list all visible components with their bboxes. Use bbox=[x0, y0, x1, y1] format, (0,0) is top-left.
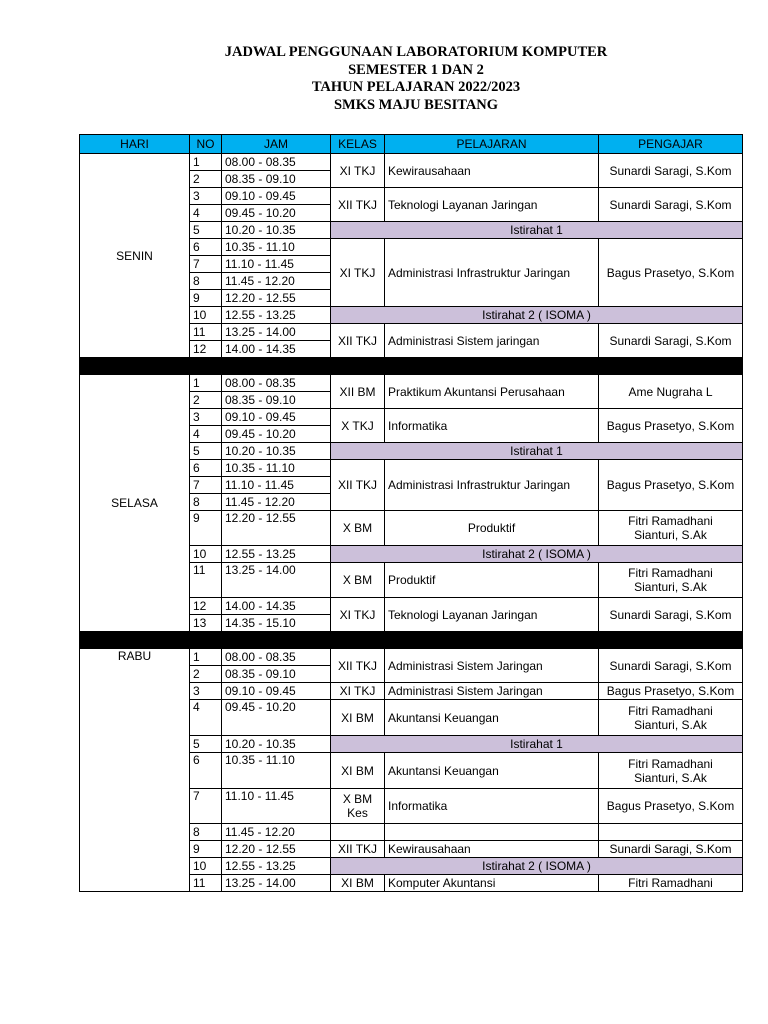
class-cell: X BM bbox=[331, 511, 385, 546]
slot-time: 09.10 - 09.45 bbox=[222, 188, 331, 205]
break-cell: Istirahat 1 bbox=[331, 222, 743, 239]
subject-cell: Akuntansi Keuangan bbox=[385, 753, 599, 789]
teacher-cell: Bagus Prasetyo, S.Kom bbox=[599, 789, 743, 824]
slot-time: 13.25 - 14.00 bbox=[222, 563, 331, 598]
class-cell bbox=[331, 789, 385, 824]
slot-no: 8 bbox=[190, 824, 222, 841]
slot-time: 12.55 - 13.25 bbox=[222, 546, 331, 563]
day-cell-senin: SENIN bbox=[80, 154, 190, 358]
class-cell: XII TKJ bbox=[331, 649, 385, 683]
teacher-cell: Sunardi Saragi, S.Kom bbox=[599, 649, 743, 683]
teacher-name-line-1: Fitri Ramadhani bbox=[628, 566, 713, 580]
slot-time: 12.55 - 13.25 bbox=[222, 307, 331, 324]
separator-bar bbox=[80, 358, 743, 375]
break-cell: Istirahat 2 ( ISOMA ) bbox=[331, 546, 743, 563]
teacher-cell bbox=[599, 563, 743, 598]
subject-cell: Komputer Akuntansi bbox=[385, 875, 599, 892]
slot-no: 4 bbox=[190, 426, 222, 443]
teacher-name-line-2: Sianturi, S.Ak bbox=[634, 770, 707, 785]
class-line-2: Kes bbox=[347, 806, 368, 820]
class-cell: XI TKJ bbox=[331, 598, 385, 632]
slot-time: 13.25 - 14.00 bbox=[222, 324, 331, 341]
break-cell: Istirahat 2 ( ISOMA ) bbox=[331, 858, 743, 875]
class-cell: XII TKJ bbox=[331, 324, 385, 358]
slot-time: 08.35 - 09.10 bbox=[222, 392, 331, 409]
slot-no: 7 bbox=[190, 256, 222, 273]
teacher-cell: Sunardi Saragi, S.Kom bbox=[599, 324, 743, 358]
teacher-cell: Bagus Prasetyo, S.Kom bbox=[599, 460, 743, 511]
day-cell-rabu: RABU bbox=[80, 649, 190, 892]
slot-time: 08.00 - 08.35 bbox=[222, 649, 331, 666]
slot-time: 12.20 - 12.55 bbox=[222, 841, 331, 858]
teacher-cell: Sunardi Saragi, S.Kom bbox=[599, 188, 743, 222]
class-cell: XII TKJ bbox=[331, 188, 385, 222]
teacher-cell bbox=[599, 824, 743, 841]
class-cell: XI BM bbox=[331, 875, 385, 892]
slot-time: 09.45 - 10.20 bbox=[222, 205, 331, 222]
subject-cell: Informatika bbox=[385, 409, 599, 443]
slot-time: 12.20 - 12.55 bbox=[222, 511, 331, 546]
col-header-hari: HARI bbox=[80, 135, 190, 154]
slot-time: 11.45 - 12.20 bbox=[222, 273, 331, 290]
slot-no: 11 bbox=[190, 324, 222, 341]
subject-cell: Kewirausahaan bbox=[385, 841, 599, 858]
table-row bbox=[80, 154, 743, 171]
title-line-4: SMKS MAJU BESITANG bbox=[333, 96, 499, 113]
slot-time: 14.00 - 14.35 bbox=[222, 341, 331, 358]
class-cell: XII BM bbox=[331, 375, 385, 409]
teacher-cell: Bagus Prasetyo, S.Kom bbox=[599, 409, 743, 443]
day-separator bbox=[80, 358, 743, 375]
subject-cell: Teknologi Layanan Jaringan bbox=[385, 188, 599, 222]
slot-no: 5 bbox=[190, 222, 222, 239]
teacher-cell: Sunardi Saragi, S.Kom bbox=[599, 154, 743, 188]
break-cell: Istirahat 2 ( ISOMA ) bbox=[331, 307, 743, 324]
day-cell-selasa: SELASA bbox=[80, 375, 190, 632]
slot-no: 4 bbox=[190, 700, 222, 736]
subject-cell: Produktif bbox=[385, 563, 599, 598]
slot-time: 08.00 - 08.35 bbox=[222, 154, 331, 171]
subject-cell: Kewirausahaan bbox=[385, 154, 599, 188]
class-cell: XI BM bbox=[331, 753, 385, 789]
slot-no: 1 bbox=[190, 154, 222, 171]
slot-time: 11.10 - 11.45 bbox=[222, 256, 331, 273]
teacher-name-line-2: Sianturi, S.Ak bbox=[634, 528, 707, 542]
slot-time: 11.45 - 12.20 bbox=[222, 824, 331, 841]
break-cell: Istirahat 1 bbox=[331, 736, 743, 753]
subject-cell: Produktif bbox=[385, 511, 599, 546]
subject-cell: Administrasi Sistem Jaringan bbox=[385, 683, 599, 700]
slot-time: 10.35 - 11.10 bbox=[222, 753, 331, 789]
day-separator bbox=[80, 632, 743, 649]
teacher-cell: Sunardi Saragi, S.Kom bbox=[599, 841, 743, 858]
break-cell: Istirahat 1 bbox=[331, 443, 743, 460]
slot-no: 2 bbox=[190, 171, 222, 188]
teacher-cell: Bagus Prasetyo, S.Kom bbox=[599, 239, 743, 307]
teacher-cell bbox=[599, 700, 743, 736]
slot-no: 2 bbox=[190, 666, 222, 683]
slot-no: 11 bbox=[190, 563, 222, 598]
slot-time: 10.35 - 11.10 bbox=[222, 460, 331, 477]
col-header-no: NO bbox=[190, 135, 222, 154]
slot-time: 13.25 - 14.00 bbox=[222, 875, 331, 892]
slot-no: 6 bbox=[190, 753, 222, 789]
slot-no: 3 bbox=[190, 683, 222, 700]
slot-time: 10.35 - 11.10 bbox=[222, 239, 331, 256]
slot-time: 12.20 - 12.55 bbox=[222, 290, 331, 307]
slot-time: 09.10 - 09.45 bbox=[222, 683, 331, 700]
col-header-pengajar: PENGAJAR bbox=[599, 135, 743, 154]
class-cell: XII TKJ bbox=[331, 460, 385, 511]
slot-no: 9 bbox=[190, 290, 222, 307]
slot-time: 10.20 - 10.35 bbox=[222, 222, 331, 239]
separator-bar bbox=[80, 632, 743, 649]
slot-time: 09.10 - 09.45 bbox=[222, 409, 331, 426]
class-cell: XII TKJ bbox=[331, 841, 385, 858]
teacher-cell: Sunardi Saragi, S.Kom bbox=[599, 598, 743, 632]
subject-cell: Administrasi Sistem Jaringan bbox=[385, 649, 599, 683]
teacher-name-line-1: Fitri Ramadhani bbox=[628, 756, 713, 771]
class-cell: XI TKJ bbox=[331, 683, 385, 700]
schedule-table bbox=[79, 134, 743, 892]
slot-no: 6 bbox=[190, 239, 222, 256]
slot-time: 11.45 - 12.20 bbox=[222, 494, 331, 511]
slot-time: 08.35 - 09.10 bbox=[222, 171, 331, 188]
class-cell bbox=[331, 824, 385, 841]
title-line-1: JADWAL PENGGUNAAN LABORATORIUM KOMPUTER bbox=[224, 44, 608, 60]
slot-no: 8 bbox=[190, 494, 222, 511]
subject-cell bbox=[385, 824, 599, 841]
slot-time: 11.10 - 11.45 bbox=[222, 789, 331, 824]
table-row bbox=[80, 649, 743, 666]
class-cell: X BM bbox=[331, 563, 385, 598]
slot-no: 1 bbox=[190, 375, 222, 392]
slot-no: 4 bbox=[190, 205, 222, 222]
class-cell: X TKJ bbox=[331, 409, 385, 443]
slot-no: 5 bbox=[190, 736, 222, 753]
slot-time: 12.55 - 13.25 bbox=[222, 858, 331, 875]
teacher-cell: Fitri Ramadhani bbox=[599, 875, 743, 892]
subject-cell: Administrasi Infrastruktur Jaringan bbox=[385, 460, 599, 511]
slot-time: 10.20 - 10.35 bbox=[222, 736, 331, 753]
slot-no: 6 bbox=[190, 460, 222, 477]
subject-cell: Informatika bbox=[385, 789, 599, 824]
slot-no: 12 bbox=[190, 598, 222, 615]
slot-no: 9 bbox=[190, 841, 222, 858]
col-header-kelas: KELAS bbox=[331, 135, 385, 154]
slot-no: 7 bbox=[190, 789, 222, 824]
class-cell: XI TKJ bbox=[331, 154, 385, 188]
slot-no: 9 bbox=[190, 511, 222, 546]
class-cell: XI BM bbox=[331, 700, 385, 736]
teacher-name-line-2: Sianturi, S.Ak bbox=[634, 580, 707, 594]
slot-time: 14.35 - 15.10 bbox=[222, 615, 331, 632]
slot-no: 2 bbox=[190, 392, 222, 409]
slot-no: 5 bbox=[190, 443, 222, 460]
title-line-2: SEMESTER 1 DAN 2 bbox=[348, 61, 484, 78]
teacher-cell bbox=[599, 511, 743, 546]
slot-time: 08.35 - 09.10 bbox=[222, 666, 331, 683]
subject-cell: Akuntansi Keuangan bbox=[385, 700, 599, 736]
col-header-jam: JAM bbox=[222, 135, 331, 154]
document-title bbox=[0, 44, 768, 114]
class-line-1: X BM bbox=[342, 792, 373, 806]
teacher-cell bbox=[599, 753, 743, 789]
slot-time: 08.00 - 08.35 bbox=[222, 375, 331, 392]
subject-cell: Teknologi Layanan Jaringan bbox=[385, 598, 599, 632]
teacher-name-line-1: Fitri Ramadhani bbox=[628, 703, 713, 718]
subject-cell: Praktikum Akuntansi Perusahaan bbox=[385, 375, 599, 409]
slot-no: 3 bbox=[190, 409, 222, 426]
slot-time: 09.45 - 10.20 bbox=[222, 700, 331, 736]
slot-no: 10 bbox=[190, 858, 222, 875]
slot-time: 11.10 - 11.45 bbox=[222, 477, 331, 494]
slot-no: 13 bbox=[190, 615, 222, 632]
teacher-name-line-2: Sianturi, S.Ak bbox=[634, 717, 707, 732]
slot-no: 10 bbox=[190, 307, 222, 324]
title-line-3: TAHUN PELAJARAN 2022/2023 bbox=[311, 79, 521, 95]
slot-time: 10.20 - 10.35 bbox=[222, 443, 331, 460]
slot-no: 3 bbox=[190, 188, 222, 205]
slot-no: 12 bbox=[190, 341, 222, 358]
class-cell: XI TKJ bbox=[331, 239, 385, 307]
teacher-cell: Bagus Prasetyo, S.Kom bbox=[599, 683, 743, 700]
slot-no: 1 bbox=[190, 649, 222, 666]
slot-no: 11 bbox=[190, 875, 222, 892]
header-row bbox=[80, 135, 743, 154]
table-row bbox=[80, 375, 743, 392]
subject-cell: Administrasi Infrastruktur Jaringan bbox=[385, 239, 599, 307]
slot-time: 09.45 - 10.20 bbox=[222, 426, 331, 443]
teacher-name-line-1: Fitri Ramadhani bbox=[628, 514, 713, 528]
slot-no: 8 bbox=[190, 273, 222, 290]
col-header-pelajaran: PELAJARAN bbox=[385, 135, 599, 154]
slot-time: 14.00 - 14.35 bbox=[222, 598, 331, 615]
subject-cell: Administrasi Sistem jaringan bbox=[385, 324, 599, 358]
slot-no: 10 bbox=[190, 546, 222, 563]
teacher-cell: Ame Nugraha L bbox=[599, 375, 743, 409]
slot-no: 7 bbox=[190, 477, 222, 494]
